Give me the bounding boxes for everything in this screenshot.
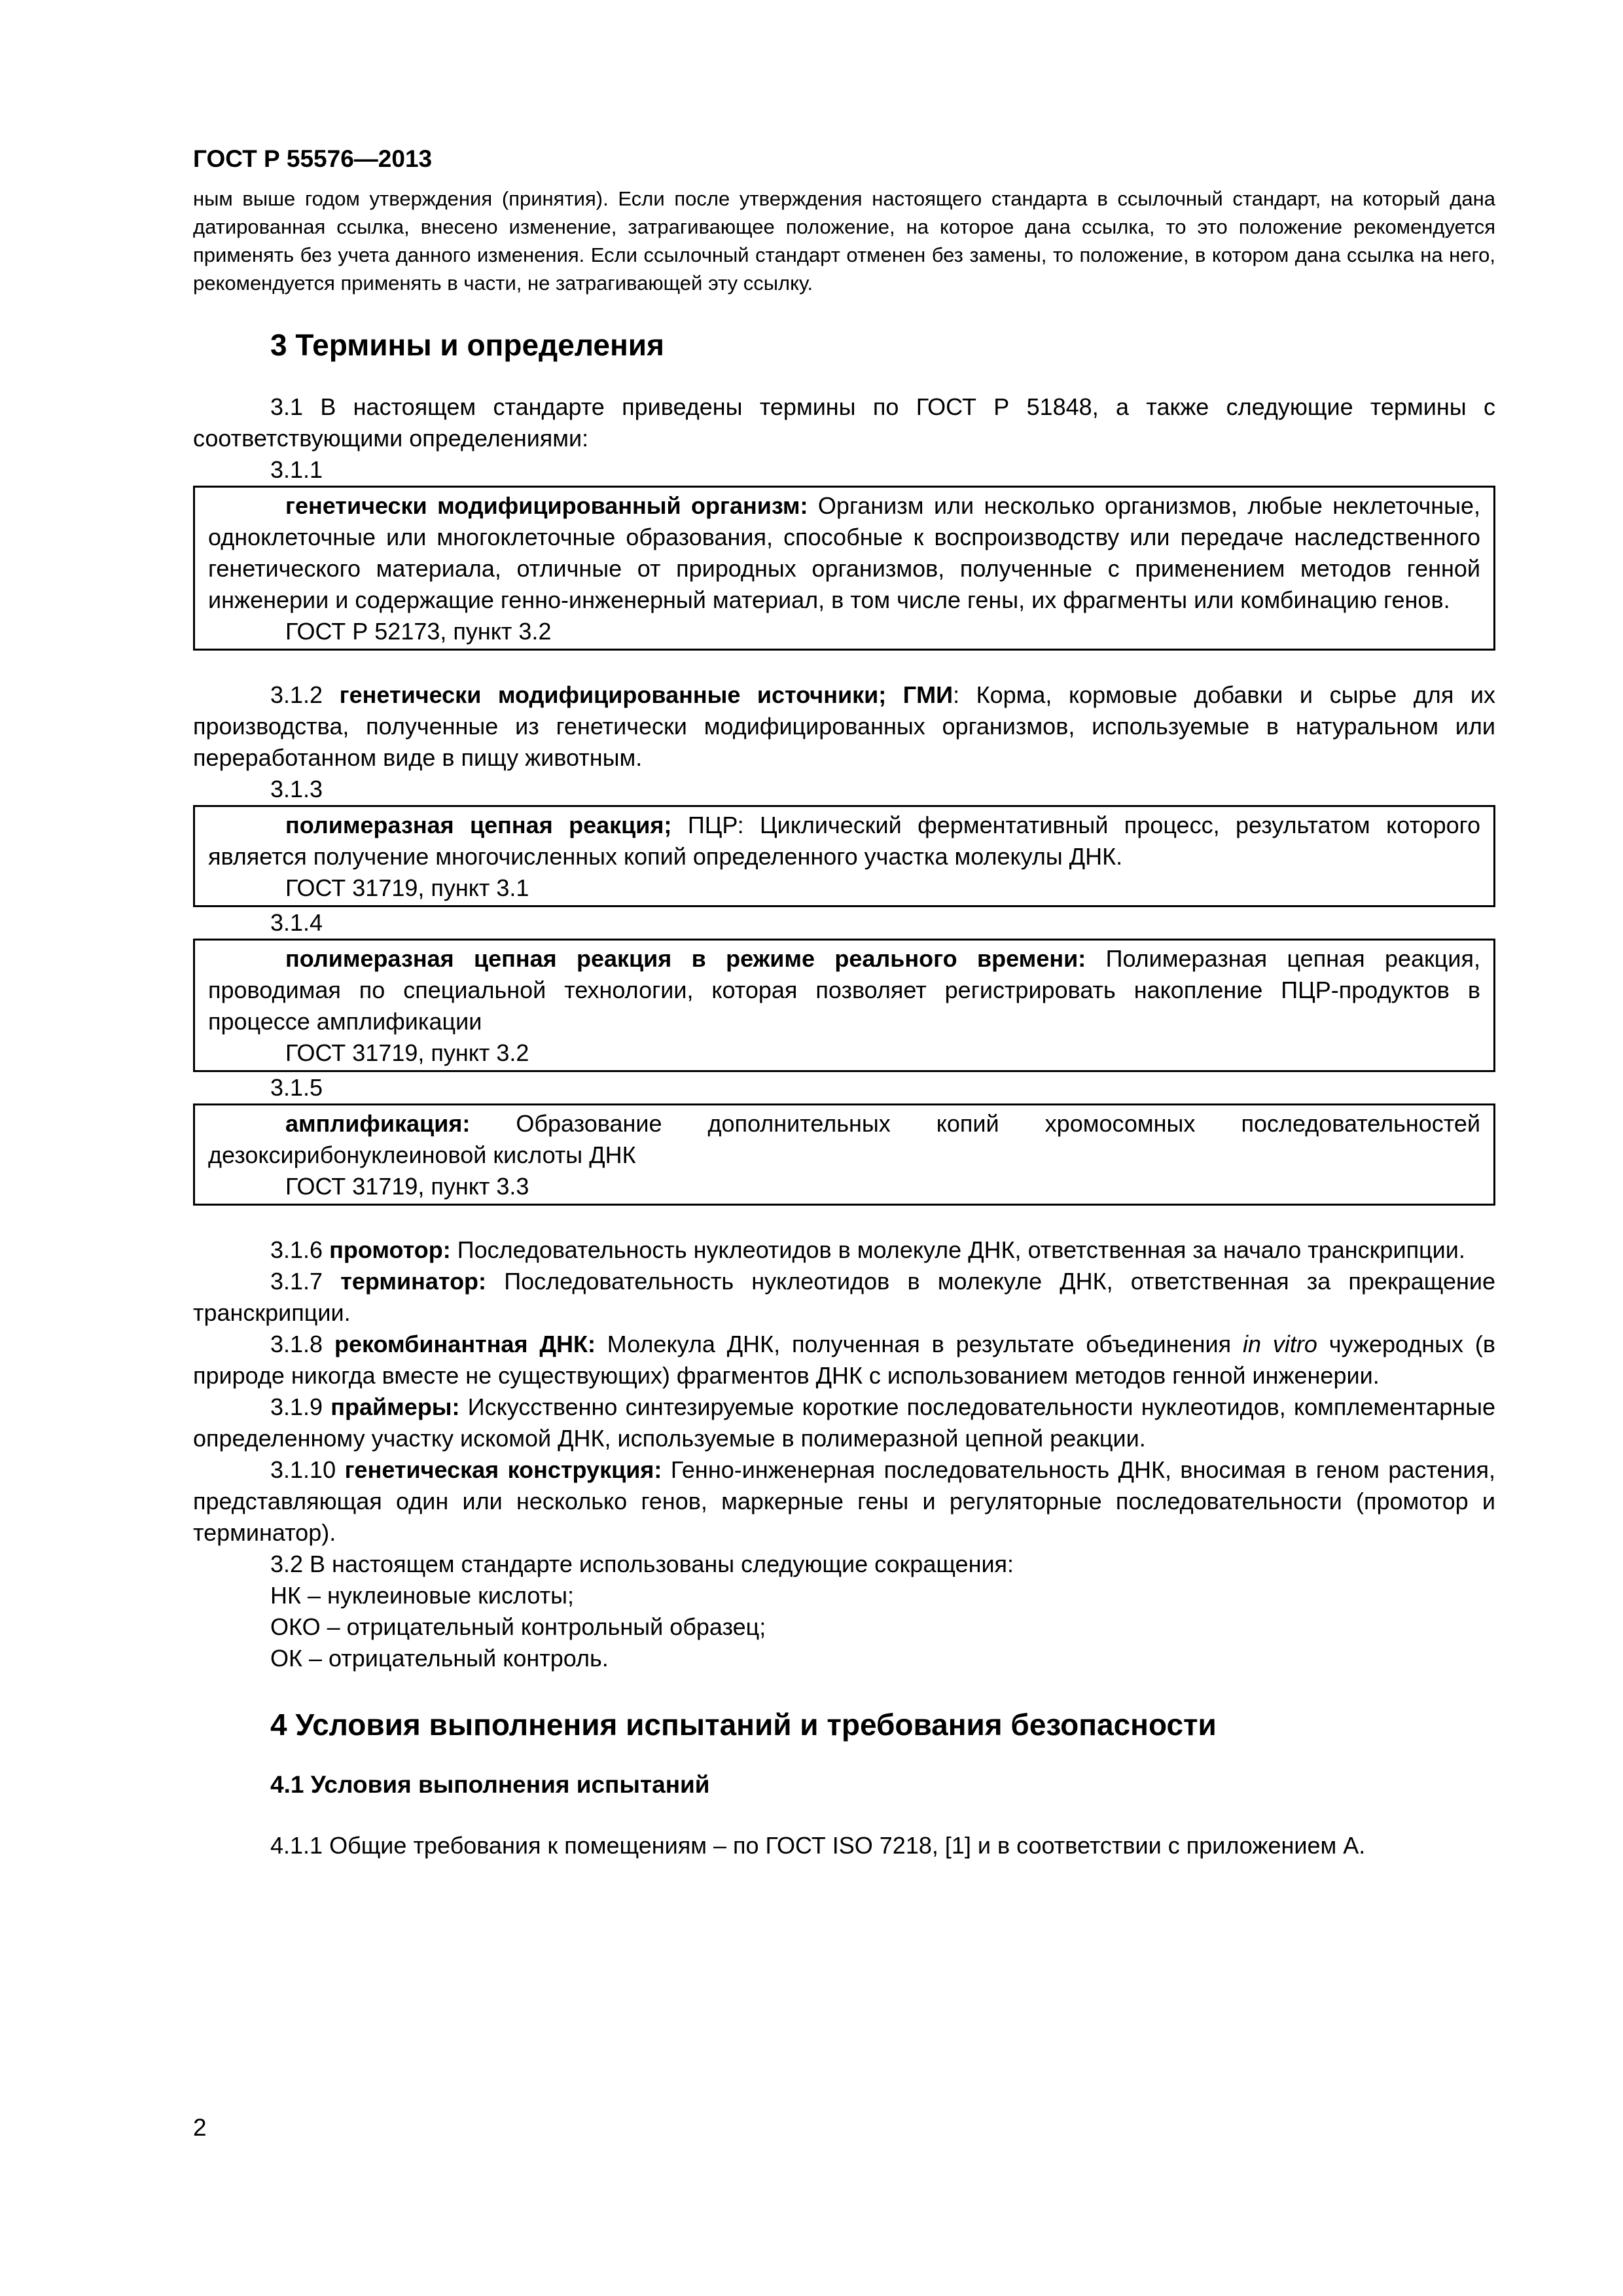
term-3-1-1-definition: Организм или несколько организмов, любые неклеточные, одноклеточные или многоклеточные образования, способные к воспроизводству или передаче наследственного генетического материала, отличные от природных организмов, полученные с применением методов генной инженерии и содержащие генно-инженерный материал, в том числе гены, их фрагменты или комбинацию генов. bbox=[208, 492, 1481, 613]
term-3-1-3-number: 3.1.3 bbox=[270, 776, 323, 802]
term-3-1-2-number: 3.1.2 bbox=[270, 681, 323, 708]
paragraph-3-2: 3.2 В настоящем стандарте использованы следующие сокращения: bbox=[270, 1551, 1014, 1577]
term-3-1-2-name: генетически модифицированные источники; ГМИ bbox=[339, 681, 954, 708]
abbreviation-item: НК – нуклеиновые кислоты; bbox=[270, 1582, 574, 1609]
abbreviation-item: ОК – отрицательный контроль. bbox=[270, 1645, 609, 1672]
document-page bbox=[193, 145, 1495, 1861]
term-3-1-9-definition: Искусственно синтезируемые короткие последовательности нуклеотидов, комплементарные определенному участку искомой ДНК, используемые в полимеразной цепной реакции. bbox=[193, 1393, 1495, 1452]
term-3-1-9-name: праймеры: bbox=[330, 1393, 460, 1420]
page-number: 2 bbox=[193, 2114, 207, 2141]
paragraph-4-1-1: 4.1.1 Общие требования к помещениям – по ГОСТ ISO 7218, [1] и в соответствии с приложением А. bbox=[270, 1832, 1366, 1859]
term-3-1-8-definition-end: чужеродных (в природе никогда вместе не существующих) фрагментов ДНК с использованием методов генной инженерии. bbox=[193, 1331, 1495, 1389]
term-3-1-2-definition: : Корма, кормовые добавки и сырье для их производства, полученные из генетически модифицированных организмов, используемые в натуральном или переработанном виде в пищу животным. bbox=[193, 681, 1495, 771]
term-3-1-4-source: ГОСТ 31719, пункт 3.2 bbox=[285, 1039, 529, 1066]
term-3-1-8-definition-start: Молекула ДНК, полученная в результате объединения bbox=[595, 1331, 1243, 1357]
term-3-1-4-name: полимеразная цепная реакция в режиме реального времени: bbox=[285, 945, 1086, 972]
term-3-1-6-name: промотор: bbox=[329, 1236, 451, 1263]
term-box-3-1-1 bbox=[193, 486, 1495, 651]
term-3-1-8-name: рекомбинантная ДНК: bbox=[334, 1331, 596, 1357]
term-3-1-9 bbox=[193, 1391, 1495, 1454]
term-3-1-7-number: 3.1.7 bbox=[270, 1268, 341, 1295]
term-3-1-1-name: генетически модифицированный организм: bbox=[285, 492, 808, 519]
section-3-title: 3 Термины и определения bbox=[270, 328, 664, 362]
abbreviation-item: ОКО – отрицательный контрольный образец; bbox=[270, 1613, 766, 1640]
term-3-1-10-name: генетическая конструкция: bbox=[344, 1456, 662, 1483]
term-3-1-3-definition: ПЦР: Циклический ферментативный процесс, результатом которого является получение многочисленных копий определенного участка молекулы ДНК. bbox=[208, 812, 1480, 870]
term-3-1-5-definition: Образование дополнительных копий хромосомных последовательностей дезоксирибонуклеиновой кислоты ДНК bbox=[208, 1110, 1480, 1168]
term-3-1-6-definition: Последовательность нуклеотидов в молекуле ДНК, ответственная за начало транскрипции. bbox=[450, 1236, 1465, 1263]
term-3-1-10 bbox=[193, 1454, 1495, 1549]
term-3-1-1-text bbox=[208, 490, 1480, 616]
term-3-1-8 bbox=[193, 1329, 1495, 1391]
section-4-title: 4 Условия выполнения испытаний и требования безопасности bbox=[270, 1708, 1217, 1742]
term-3-1-4-number: 3.1.4 bbox=[270, 909, 323, 936]
term-3-1-5-number: 3.1.5 bbox=[270, 1074, 323, 1101]
term-3-1-3-text bbox=[208, 810, 1480, 872]
term-3-1-6-number: 3.1.6 bbox=[270, 1236, 330, 1263]
term-3-1-7-name: терминатор: bbox=[340, 1268, 487, 1295]
standard-header: ГОСТ Р 55576—2013 bbox=[193, 145, 433, 172]
term-3-1-7 bbox=[193, 1266, 1495, 1329]
term-3-1-1-number: 3.1.1 bbox=[270, 456, 323, 483]
term-3-1-4-definition: Полимеразная цепная реакция, проводимая по специальной технологии, которая позволяет регистрировать накопление ПЦР-продуктов в процессе амплификации bbox=[208, 945, 1480, 1035]
spacer bbox=[193, 1206, 1495, 1234]
intro-paragraph: ным выше годом утверждения (принятия). Если после утверждения настоящего стандарта в ссылочный стандарт, на который дана датированная ссылка, внесено изменение, затрагивающее положение, на которое дана ссылка, то это положение рекомендуется применять без учета данного изменения. Если ссылочный стандарт отменен без замены, то положение, в котором дана ссылка на него, рекомендуется применять в части, не затрагивающей эту ссылку. bbox=[193, 187, 1495, 295]
term-3-1-2 bbox=[193, 679, 1495, 774]
term-3-1-3-name: полимеразная цепная реакция; bbox=[285, 812, 672, 838]
term-3-1-9-number: 3.1.9 bbox=[270, 1393, 331, 1420]
term-3-1-8-number: 3.1.8 bbox=[270, 1331, 334, 1357]
term-3-1-1-source: ГОСТ Р 52173, пункт 3.2 bbox=[285, 618, 552, 645]
term-3-1-3-source: ГОСТ 31719, пункт 3.1 bbox=[285, 874, 529, 901]
paragraph-3-1: 3.1 В настоящем стандарте приведены термины по ГОСТ Р 51848, а также следующие термины с соответствующими определениями: bbox=[193, 393, 1495, 452]
term-3-1-7-definition: Последовательность нуклеотидов в молекуле ДНК, ответственная за прекращение транскрипции. bbox=[193, 1268, 1495, 1326]
spacer bbox=[193, 651, 1495, 679]
term-3-1-10-number: 3.1.10 bbox=[270, 1456, 345, 1483]
subsection-4-1-title: 4.1 Условия выполнения испытаний bbox=[270, 1771, 710, 1798]
term-3-1-8-in-vitro: in vitro bbox=[1242, 1331, 1317, 1357]
term-box-3-1-5 bbox=[193, 1103, 1495, 1206]
term-box-3-1-4 bbox=[193, 939, 1495, 1072]
term-3-1-10-definition: Генно-инженерная последовательность ДНК, вносимая в геном растения, представляющая один или несколько генов, маркерные гены и регуляторные последовательности (промотор и терминатор). bbox=[193, 1456, 1495, 1546]
term-3-1-4-text bbox=[208, 943, 1480, 1037]
term-3-1-5-source: ГОСТ 31719, пункт 3.3 bbox=[285, 1173, 529, 1200]
term-3-1-5-text bbox=[208, 1108, 1480, 1171]
term-3-1-5-name: амплификация: bbox=[285, 1110, 471, 1137]
term-3-1-6 bbox=[193, 1234, 1495, 1266]
term-box-3-1-3 bbox=[193, 805, 1495, 907]
